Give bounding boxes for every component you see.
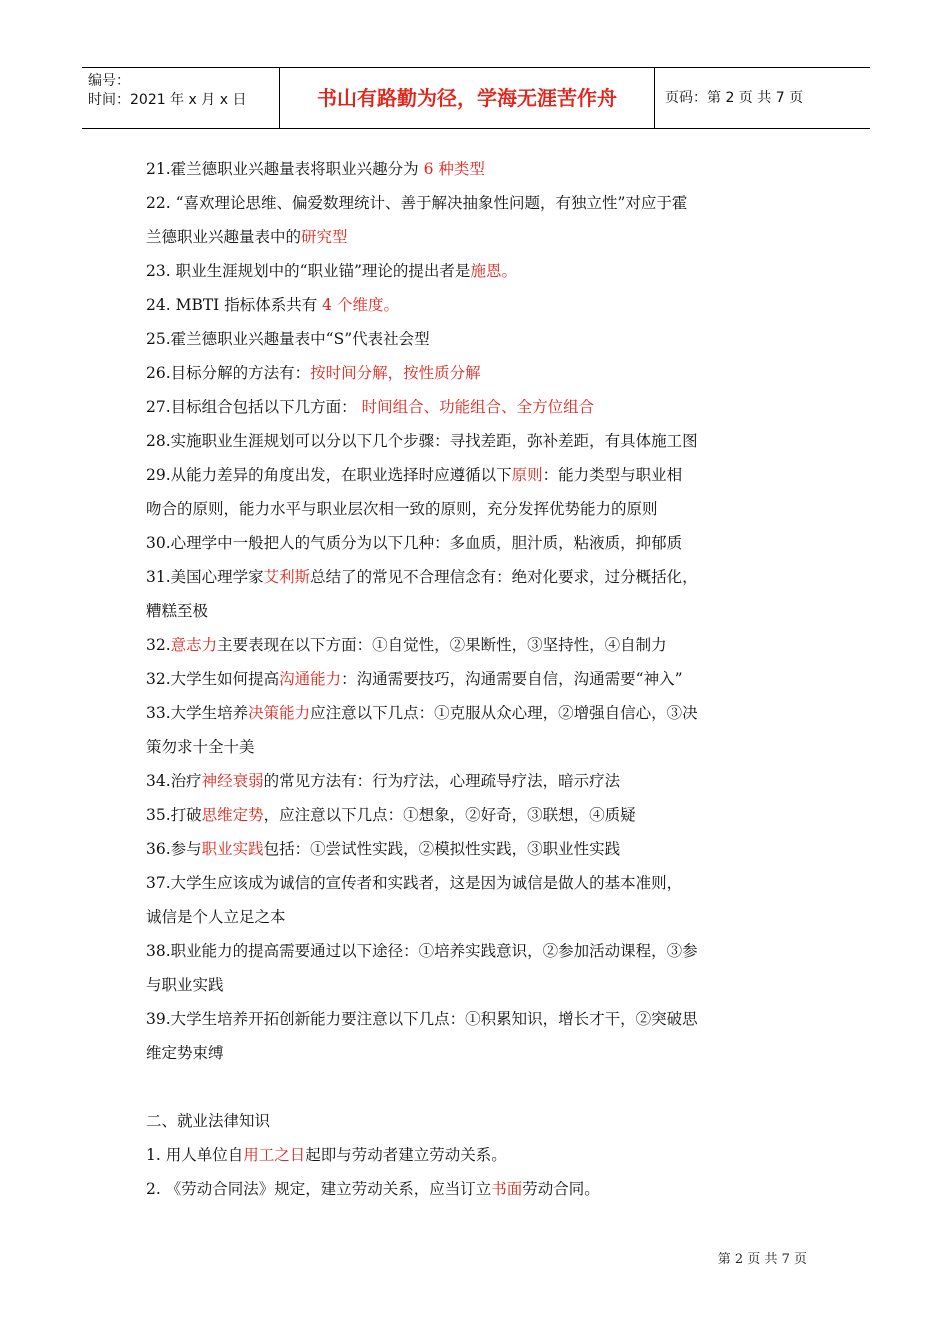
text-line [146,696,810,730]
highlighted-answer: 意志力 [170,636,218,654]
text-line [146,1138,810,1172]
text-line [146,900,810,934]
text-segment: 22. “喜欢理论思维、偏爱数理统计、善于解决抽象性问题，有独立性”对应于霍 [146,194,688,212]
header-page-number: 页码：第 2 页 共 7 页 [665,90,804,106]
text-segment: 主要表现在以下方面：①自觉性，②果断性，③坚持性，④自制力 [217,636,667,654]
text-line [146,866,810,900]
text-line [146,152,810,186]
highlighted-answer: 神经衰弱 [201,772,264,790]
text-segment: 25.霍兰德职业兴趣量表中“S”代表社会型 [146,330,430,348]
text-line [146,832,810,866]
highlighted-answer: 4 个维度。 [322,296,399,314]
text-line [146,288,810,322]
text-line [146,798,810,832]
text-line [146,356,810,390]
text-segment: 兰德职业兴趣量表中的 [146,228,302,246]
text-segment: 32.大学生如何提高 [146,670,280,688]
text-segment: 二、就业法律知识 [146,1112,271,1130]
text-segment: 包括：①尝试性实践，②模拟性实践，③职业性实践 [263,840,621,858]
highlighted-answer: 沟通能力 [279,670,342,688]
highlighted-answer: 决策能力 [248,704,311,722]
text-line [146,1172,810,1206]
blank-line [146,1070,810,1104]
highlighted-answer: 思维定势 [201,806,264,824]
text-segment: 37.大学生应该成为诚信的宣传者和实践者，这是因为诚信是做人的基本准则， [146,874,683,892]
text-segment: 策勿求十全十美 [146,738,255,756]
text-line [146,390,810,424]
text-line [146,594,810,628]
text-segment: 31.美国心理学家 [146,568,264,586]
text-segment: 吻合的原则，能力水平与职业层次相一致的原则，充分发挥优势能力的原则 [146,500,658,518]
text-line [146,968,810,1002]
header-info-cell [82,68,280,128]
text-line [146,764,810,798]
page-header [82,67,870,129]
text-segment: 起即与劳动者建立劳动关系。 [305,1146,507,1164]
text-segment: 与职业实践 [146,976,224,994]
highlighted-answer: 原则 [511,466,543,484]
text-segment: 总结了的常见不合理信念有：绝对化要求，过分概括化， [310,568,698,586]
text-segment: 21.霍兰德职业兴趣量表将职业兴趣分为 [146,160,424,178]
highlighted-answer: 艾利斯 [263,568,311,586]
text-line [146,560,810,594]
text-segment: 38.职业能力的提高需要通过以下途径：①培养实践意识，②参加活动课程，③参 [146,942,698,960]
text-segment: 39.大学生培养开拓创新能力要注意以下几点：①积累知识，增长才干，②突破思 [146,1010,698,1028]
text-segment: 30.心理学中一般把人的气质分为以下几种：多血质，胆汁质，粘液质，抑郁质 [146,534,683,552]
text-line [146,254,810,288]
text-segment: ：能力类型与职业相 [542,466,683,484]
text-line [146,220,810,254]
text-line [146,730,810,764]
text-line [146,628,810,662]
highlighted-answer: 职业实践 [201,840,264,858]
document-date-label: 时间：2021 年 x 月 x 日 [88,92,247,108]
highlighted-answer: 研究型 [301,228,348,246]
highlighted-answer: 书面 [491,1180,523,1198]
text-line [146,662,810,696]
highlighted-answer: 用工之日 [243,1146,306,1164]
text-line [146,424,810,458]
page-footer: 第 2 页 共 7 页 [717,1252,807,1267]
text-segment: 26.目标分解的方法有： [146,364,311,382]
text-line [146,322,810,356]
text-segment: 24. MBTI 指标体系共有 [146,296,323,314]
highlighted-answer: 施恩。 [470,262,517,280]
text-segment: 2. 《劳动合同法》规定，建立劳动关系，应当订立 [146,1180,492,1198]
highlighted-answer: 6 种类型 [423,160,485,178]
text-segment: 劳动合同。 [522,1180,600,1198]
text-segment: 的常见方法有：行为疗法，心理疏导疗法，暗示疗法 [263,772,621,790]
text-segment: 27.目标组合包括以下几方面： [146,398,362,416]
text-segment: ，应注意以下几点：①想象，②好奇，③联想，④质疑 [263,806,636,824]
text-line [146,492,810,526]
text-line [146,1036,810,1070]
text-segment: 34.治疗 [146,772,202,790]
text-segment: 29.从能力差异的角度出发，在职业选择时应遵循以下 [146,466,512,484]
text-segment: 糟糕至极 [146,602,209,620]
highlighted-answer: 按时间分解，按性质分解 [310,364,481,382]
text-line [146,186,810,220]
text-segment: 36.参与 [146,840,202,858]
text-segment: 维定势束缚 [146,1044,224,1062]
text-segment: 33.大学生培养 [146,704,249,722]
header-motto: 书山有路勤为径，学海无涯苦作舟 [280,68,655,128]
text-line [146,1002,810,1036]
text-segment: 诚信是个人立足之本 [146,908,286,926]
text-segment: 应注意以下几点：①克服从众心理，②增强自信心，③决 [310,704,698,722]
text-line [146,526,810,560]
text-line [146,458,810,492]
text-segment: 1. 用人单位自 [146,1146,244,1164]
text-line [146,1104,810,1138]
text-segment: 28.实施职业生涯规划可以分以下几个步骤：寻找差距，弥补差距，有具体施工图 [146,432,698,450]
highlighted-answer: 时间组合、功能组合、全方位组合 [361,398,595,416]
text-segment: ：沟通需要技巧，沟通需要自信，沟通需要“神入” [341,670,683,688]
text-segment: 32. [146,636,171,654]
text-line [146,934,810,968]
text-segment: 35.打破 [146,806,202,824]
document-number-label: 编号： [88,73,130,89]
document-body [146,152,810,1206]
text-segment: 23. 职业生涯规划中的“职业锚”理论的提出者是 [146,262,471,280]
